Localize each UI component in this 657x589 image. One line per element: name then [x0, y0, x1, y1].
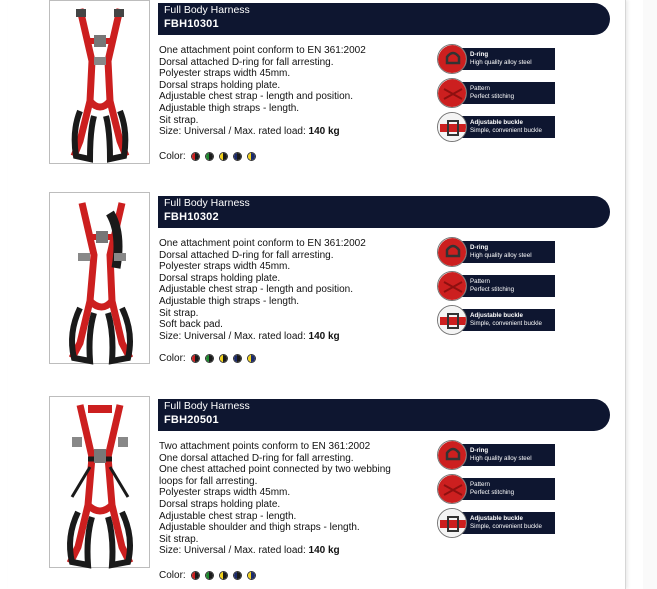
feature-subtitle: Perfect stitching	[470, 92, 515, 100]
spec-line: Adjustable shoulder and thigh straps - length.	[159, 522, 360, 534]
spec-line: Adjustable chest strap - length.	[159, 510, 297, 522]
feature-title: Pattern	[470, 278, 490, 285]
spec-line: Sit strap.	[159, 307, 199, 319]
size-text: Size: Universal / Max. rated load:	[159, 545, 309, 557]
buckle-icon	[437, 508, 467, 538]
color-swatch-navy-black	[233, 354, 242, 363]
spec-line: Dorsal attached D-ring for fall arresting.	[159, 249, 334, 261]
color-swatch-green-black	[205, 152, 214, 161]
feature-subtitle: Simple, convenient buckle	[470, 319, 542, 327]
d-ring-icon	[437, 237, 467, 267]
color-label: Color:	[159, 570, 186, 581]
feature-list	[437, 444, 555, 546]
spec-line: Adjustable thigh straps - length.	[159, 295, 300, 307]
spec-line: One chest attached point connected by two webbing	[159, 464, 391, 476]
spec-line: Dorsal attached D-ring for fall arresting.	[159, 56, 334, 68]
spec-line: Dorsal straps holding plate.	[159, 498, 281, 510]
d-ring-icon	[437, 44, 467, 74]
feature-subtitle: High quality alloy steel	[470, 454, 532, 462]
feature-buckle	[437, 512, 555, 534]
color-swatch-yellow-black	[219, 152, 228, 161]
feature-subtitle: Perfect stitching	[470, 488, 515, 496]
buckle-icon	[437, 112, 467, 142]
buckle-icon	[437, 305, 467, 335]
color-options	[159, 353, 256, 364]
feature-title: Adjustable buckle	[470, 119, 523, 126]
product-description	[159, 238, 419, 342]
color-label: Color:	[159, 353, 186, 364]
max-load: 140 kg	[308, 330, 340, 342]
product-title-bar	[158, 3, 610, 35]
color-swatch-green-black	[205, 571, 214, 580]
color-swatch-yellow-black	[219, 354, 228, 363]
feature-title: Pattern	[470, 481, 490, 488]
spec-line: Adjustable thigh straps - length.	[159, 102, 300, 114]
spec-line: Soft back pad.	[159, 319, 223, 331]
spec-line: Two attachment points conform to EN 361:2002	[159, 441, 371, 452]
harness-photo	[49, 192, 150, 364]
size-text: Size: Universal / Max. rated load:	[159, 330, 309, 342]
color-swatch-red-black	[191, 571, 200, 580]
spec-line: Dorsal straps holding plate.	[159, 79, 281, 91]
size-text: Size: Universal / Max. rated load:	[159, 126, 309, 138]
product-description	[159, 441, 419, 557]
scrollbar[interactable]	[643, 0, 657, 589]
product-description	[159, 45, 419, 138]
feature-pattern	[437, 478, 555, 500]
feature-title: D-ring	[470, 447, 489, 454]
spec-line: Polyester straps width 45mm.	[159, 261, 291, 273]
product-name: Full Body Harness	[164, 4, 250, 16]
color-label: Color:	[159, 151, 186, 162]
color-options	[159, 151, 256, 162]
product-code: FBH10301	[164, 18, 219, 30]
color-swatch-navy-black	[233, 152, 242, 161]
color-swatch-navy-black	[233, 571, 242, 580]
pattern-icon	[437, 474, 467, 504]
spec-line: One attachment point conform to EN 361:2002	[159, 45, 366, 56]
color-swatch-yellow-black	[219, 571, 228, 580]
feature-buckle	[437, 116, 555, 138]
feature-d-ring	[437, 444, 555, 466]
spec-line: Polyester straps width 45mm.	[159, 487, 291, 499]
color-swatch-red-black	[191, 152, 200, 161]
harness-photo	[49, 396, 150, 568]
feature-d-ring	[437, 48, 555, 70]
color-swatch-yellow-navy	[247, 354, 256, 363]
feature-d-ring	[437, 241, 555, 263]
max-load: 140 kg	[308, 545, 340, 557]
product-name: Full Body Harness	[164, 400, 250, 412]
feature-title: Adjustable buckle	[470, 312, 523, 319]
product-fbh20501	[49, 396, 629, 584]
feature-subtitle: Simple, convenient buckle	[470, 126, 542, 134]
product-name: Full Body Harness	[164, 197, 250, 209]
product-code: FBH20501	[164, 414, 219, 426]
feature-list	[437, 241, 555, 343]
spec-line: Dorsal straps holding plate.	[159, 272, 281, 284]
spec-line: Sit strap.	[159, 114, 199, 126]
pattern-icon	[437, 271, 467, 301]
spec-line: Adjustable chest strap - length and position.	[159, 91, 354, 103]
color-swatch-green-black	[205, 354, 214, 363]
feature-title: Pattern	[470, 85, 490, 92]
feature-pattern	[437, 82, 555, 104]
product-fbh10302	[49, 193, 629, 381]
max-load: 140 kg	[308, 126, 340, 138]
spec-line: One attachment point conform to EN 361:2002	[159, 238, 366, 249]
color-swatch-yellow-navy	[247, 571, 256, 580]
feature-pattern	[437, 275, 555, 297]
feature-title: D-ring	[470, 244, 489, 251]
feature-list	[437, 48, 555, 150]
catalog-page	[8, 0, 626, 589]
product-title-bar	[158, 196, 610, 228]
spec-line: Adjustable chest strap - length and position.	[159, 284, 354, 296]
product-code: FBH10302	[164, 211, 219, 223]
size-load-line	[159, 545, 419, 557]
feature-subtitle: High quality alloy steel	[470, 251, 532, 259]
spec-line: Polyester straps width 45mm.	[159, 68, 291, 80]
pattern-icon	[437, 78, 467, 108]
product-title-bar	[158, 399, 610, 431]
product-fbh10301	[49, 0, 629, 188]
feature-title: Adjustable buckle	[470, 515, 523, 522]
spec-line: One dorsal attached D-ring for fall arresting.	[159, 452, 354, 464]
spec-line: Sit strap.	[159, 533, 199, 545]
feature-buckle	[437, 309, 555, 331]
color-options	[159, 570, 256, 581]
size-load-line	[159, 126, 419, 138]
color-swatch-red-black	[191, 354, 200, 363]
feature-subtitle: Simple, convenient buckle	[470, 522, 542, 530]
feature-title: D-ring	[470, 51, 489, 58]
size-load-line	[159, 331, 419, 343]
color-swatch-yellow-navy	[247, 152, 256, 161]
feature-subtitle: Perfect stitching	[470, 285, 515, 293]
harness-photo	[49, 0, 150, 164]
feature-subtitle: High quality alloy steel	[470, 58, 532, 66]
spec-line: loops for fall arresting.	[159, 475, 258, 487]
d-ring-icon	[437, 440, 467, 470]
